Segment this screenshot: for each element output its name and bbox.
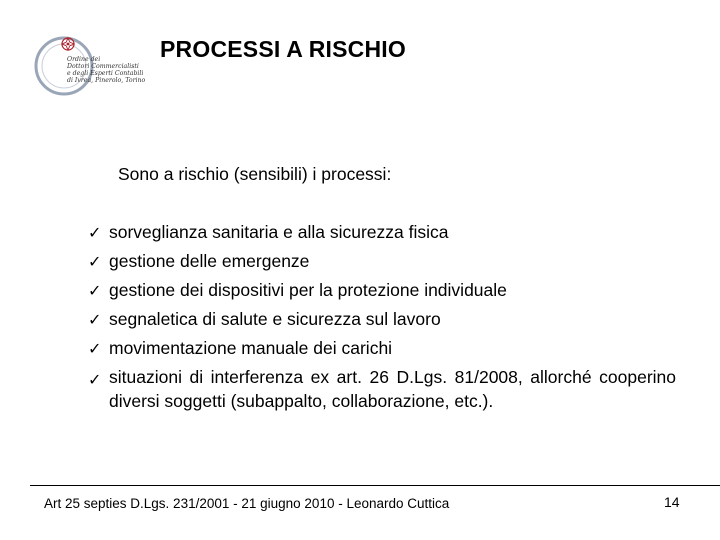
slide-title: PROCESSI A RISCHIO	[160, 36, 406, 62]
checkmark-icon: ✓	[88, 310, 102, 329]
logo-line: Ordine dei	[67, 56, 101, 63]
footer-text: Art 25 septies D.Lgs. 231/2001 - 21 giugno 2010 - Leonardo Cuttica	[44, 496, 450, 511]
intro-text: Sono a rischio (sensibili) i processi:	[118, 164, 392, 184]
list-item	[88, 276, 676, 305]
process-list	[88, 218, 676, 413]
logo-line: Dottori Commercialisti	[67, 63, 139, 70]
logo-wordmark	[67, 56, 145, 84]
logo-line: di Ivrea, Pinerolo, Torino	[67, 77, 146, 84]
checkmark-icon: ✓	[88, 223, 102, 242]
checkmark-icon: ✓	[88, 370, 102, 389]
list-item	[88, 218, 676, 247]
logo-line: e degli Esperti Contabili	[67, 70, 144, 77]
list-item-text: situazioni di interferenza ex art. 26 D.Lgs. 81/2008, allorché cooperino diversi soggetti (subappalto, collaborazione, etc.).	[109, 367, 676, 411]
checkmark-icon: ✓	[88, 281, 102, 300]
list-item	[88, 305, 676, 334]
list-item	[88, 247, 676, 276]
list-item-text: segnaletica di salute e sicurezza sul lavoro	[109, 309, 441, 329]
checkmark-icon: ✓	[88, 339, 102, 358]
list-item-text: movimentazione manuale dei carichi	[109, 338, 393, 358]
list-item-text: gestione dei dispositivi per la protezione individuale	[109, 280, 507, 300]
footer-divider	[30, 485, 720, 486]
list-item	[88, 334, 676, 363]
list-item	[88, 365, 676, 413]
list-item-text: gestione delle emergenze	[109, 251, 310, 271]
checkmark-icon: ✓	[88, 252, 102, 271]
list-item-text: sorveglianza sanitaria e alla sicurezza fisica	[109, 222, 449, 242]
page-number: 14	[664, 494, 680, 510]
